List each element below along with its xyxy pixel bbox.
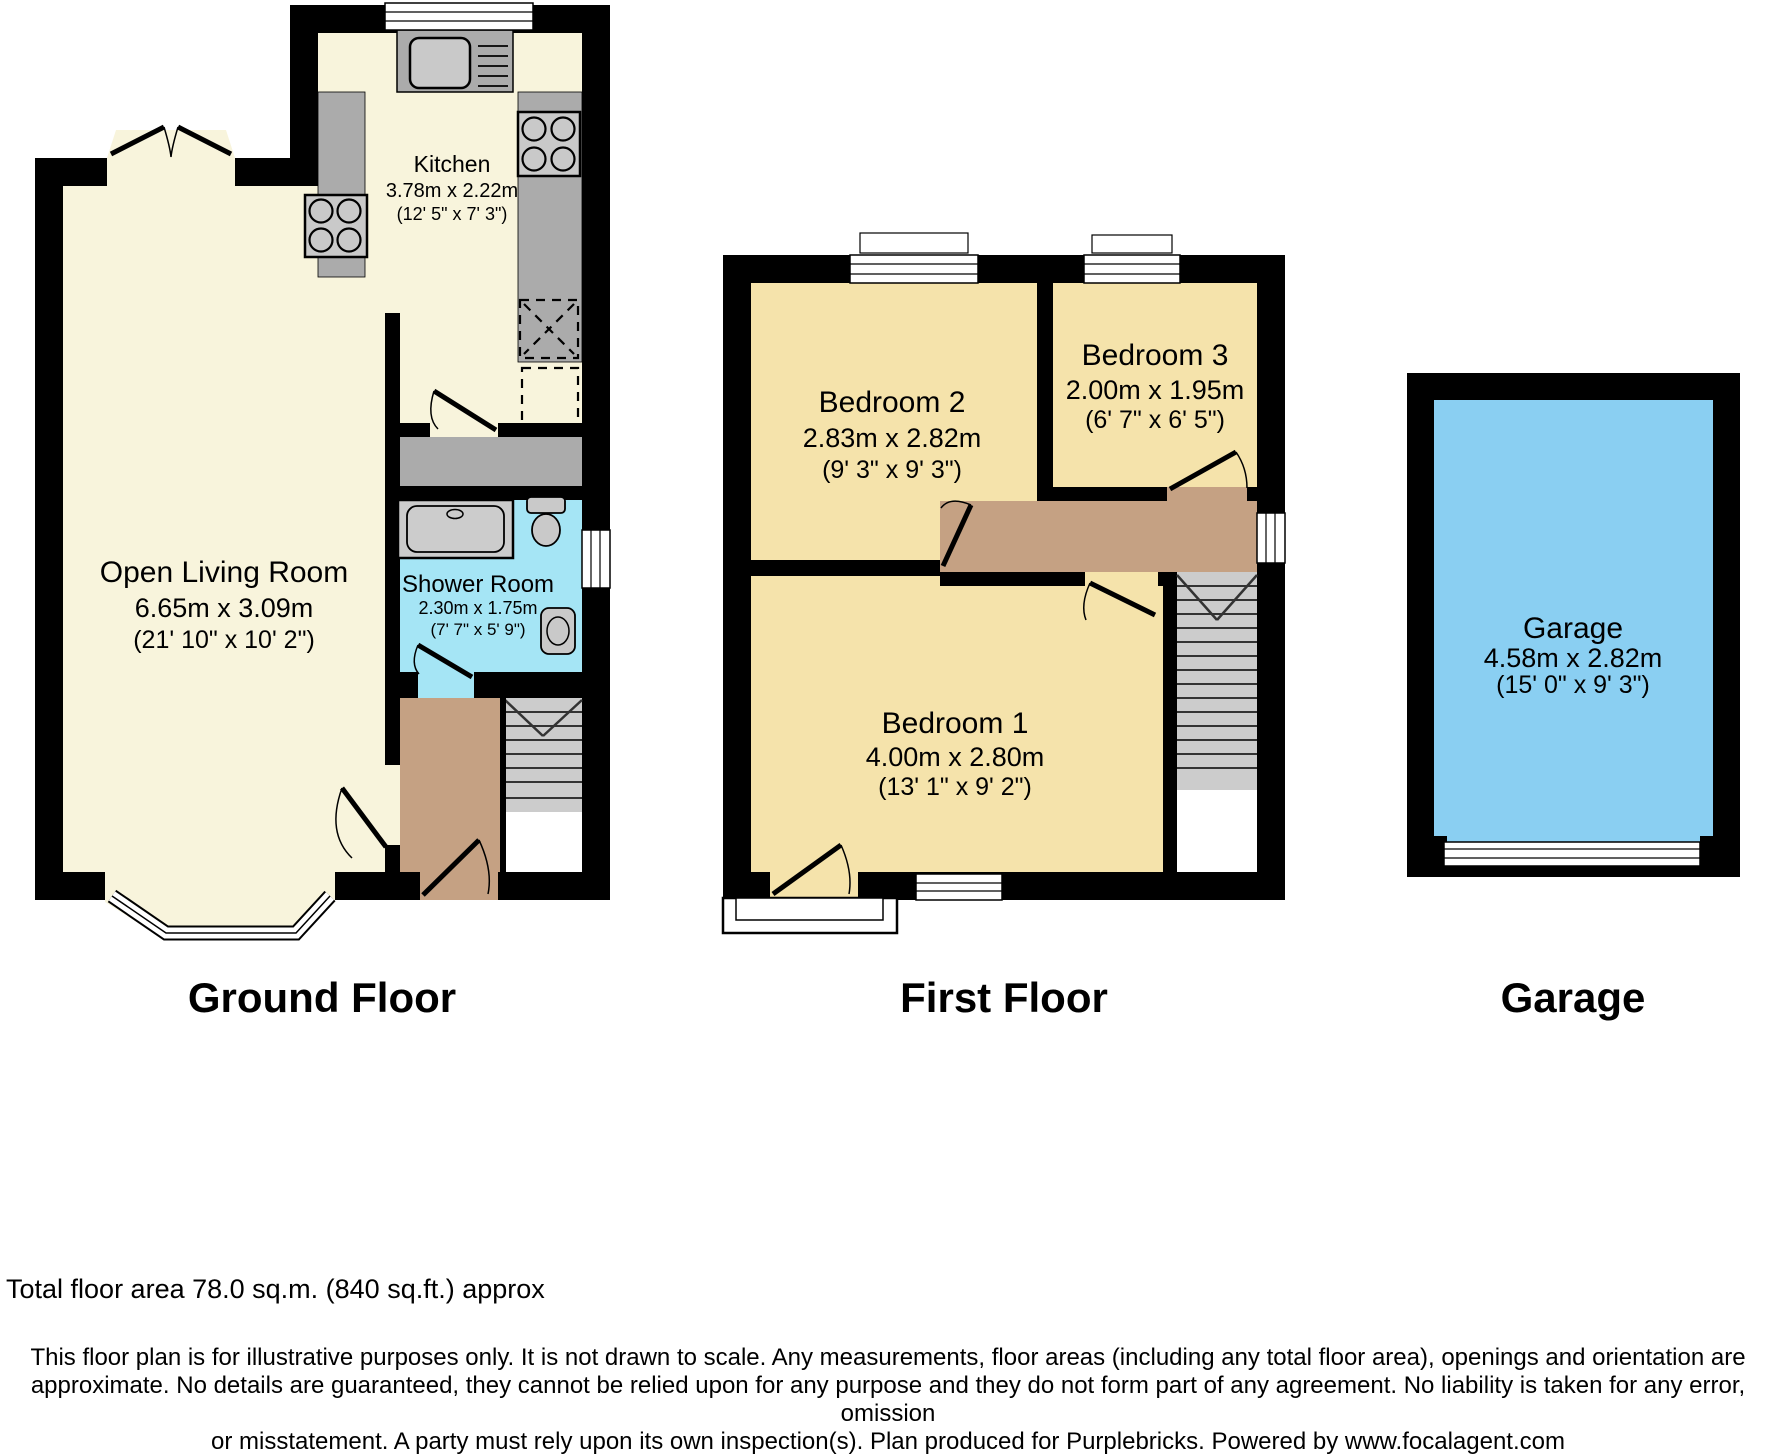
shower-room-imperial: (7' 7" x 5' 9") [430,620,526,639]
bedroom1-window-icon [916,874,1002,900]
bedroom3-imperial: (6' 7" x 6' 5") [1085,406,1225,434]
living-room-name: Open Living Room [99,556,349,589]
garage-plan [1407,373,1740,877]
porch-outline [723,898,897,933]
garage-name: Garage [1522,612,1624,645]
living-room-metric: 6.65m x 3.09m [134,593,314,623]
shower-room-name: Shower Room [401,571,555,598]
bedroom2-imperial: (9' 3" x 9' 3") [822,456,962,484]
landing-window-icon [1257,513,1285,563]
hob-icon [305,195,367,257]
kitchen-window-icon [385,3,533,30]
ground-floor-stairs [500,698,582,872]
ground-floor-plan [35,3,610,938]
ground-floor-label: Ground Floor [187,974,457,1021]
bedroom3-metric: 2.00m x 1.95m [1065,375,1245,405]
bedroom3-name: Bedroom 3 [1081,339,1229,372]
basin-icon [541,608,575,654]
garage-metric: 4.58m x 2.82m [1483,643,1663,673]
landing-floor [940,501,1257,572]
bedroom1-name: Bedroom 1 [881,707,1029,740]
garage-imperial: (15' 0" x 9' 3") [1496,671,1650,699]
shower-window-icon [582,530,610,588]
first-floor-stairs [1177,572,1257,872]
bedroom2-metric: 2.83m x 2.82m [802,423,982,453]
shower-tray-icon [398,500,513,558]
disclaimer-line-1: This floor plan is for illustrative purposes only. It is not drawn to scale. Any measurements, floor areas (including any total floor area), openings and orientation are [30,1344,1746,1371]
bedroom2-window-icon [850,233,978,283]
kitchen-imperial: (12' 5" x 7' 3") [396,204,508,224]
bedroom1-metric: 4.00m x 2.80m [865,742,1045,772]
first-floor-plan [723,233,1285,933]
bedroom1-imperial: (13' 1" x 9' 2") [878,773,1032,801]
disclaimer-text [0,1344,1776,1456]
garage-label: Garage [1500,974,1646,1021]
living-room-imperial: (21' 10" x 10' 2") [133,626,315,654]
french-doors-icon [107,127,235,186]
total-floor-area-text: Total floor area 78.0 sq.m. (840 sq.ft.) approx [6,1274,545,1304]
disclaimer-line-2: approximate. No details are guaranteed, they cannot be relied upon for any purpose and they do not form part of any agreement. No liability is taken for any error, omission [30,1372,1746,1427]
bedroom3-window-icon [1084,235,1180,283]
kitchen-metric: 3.78m x 2.22m [385,180,519,202]
first-floor-label: First Floor [900,974,1108,1021]
kitchen-name: Kitchen [413,151,491,177]
inner-hall-floor [400,437,582,486]
bedroom2-name: Bedroom 2 [818,386,966,419]
shower-room-metric: 2.30m x 1.75m [418,598,538,618]
hob2-icon [518,112,580,176]
disclaimer-line-3: or misstatement. A party must rely upon its own inspection(s). Plan produced for Purplebricks. Powered by www.focalagent.com [211,1428,1565,1455]
